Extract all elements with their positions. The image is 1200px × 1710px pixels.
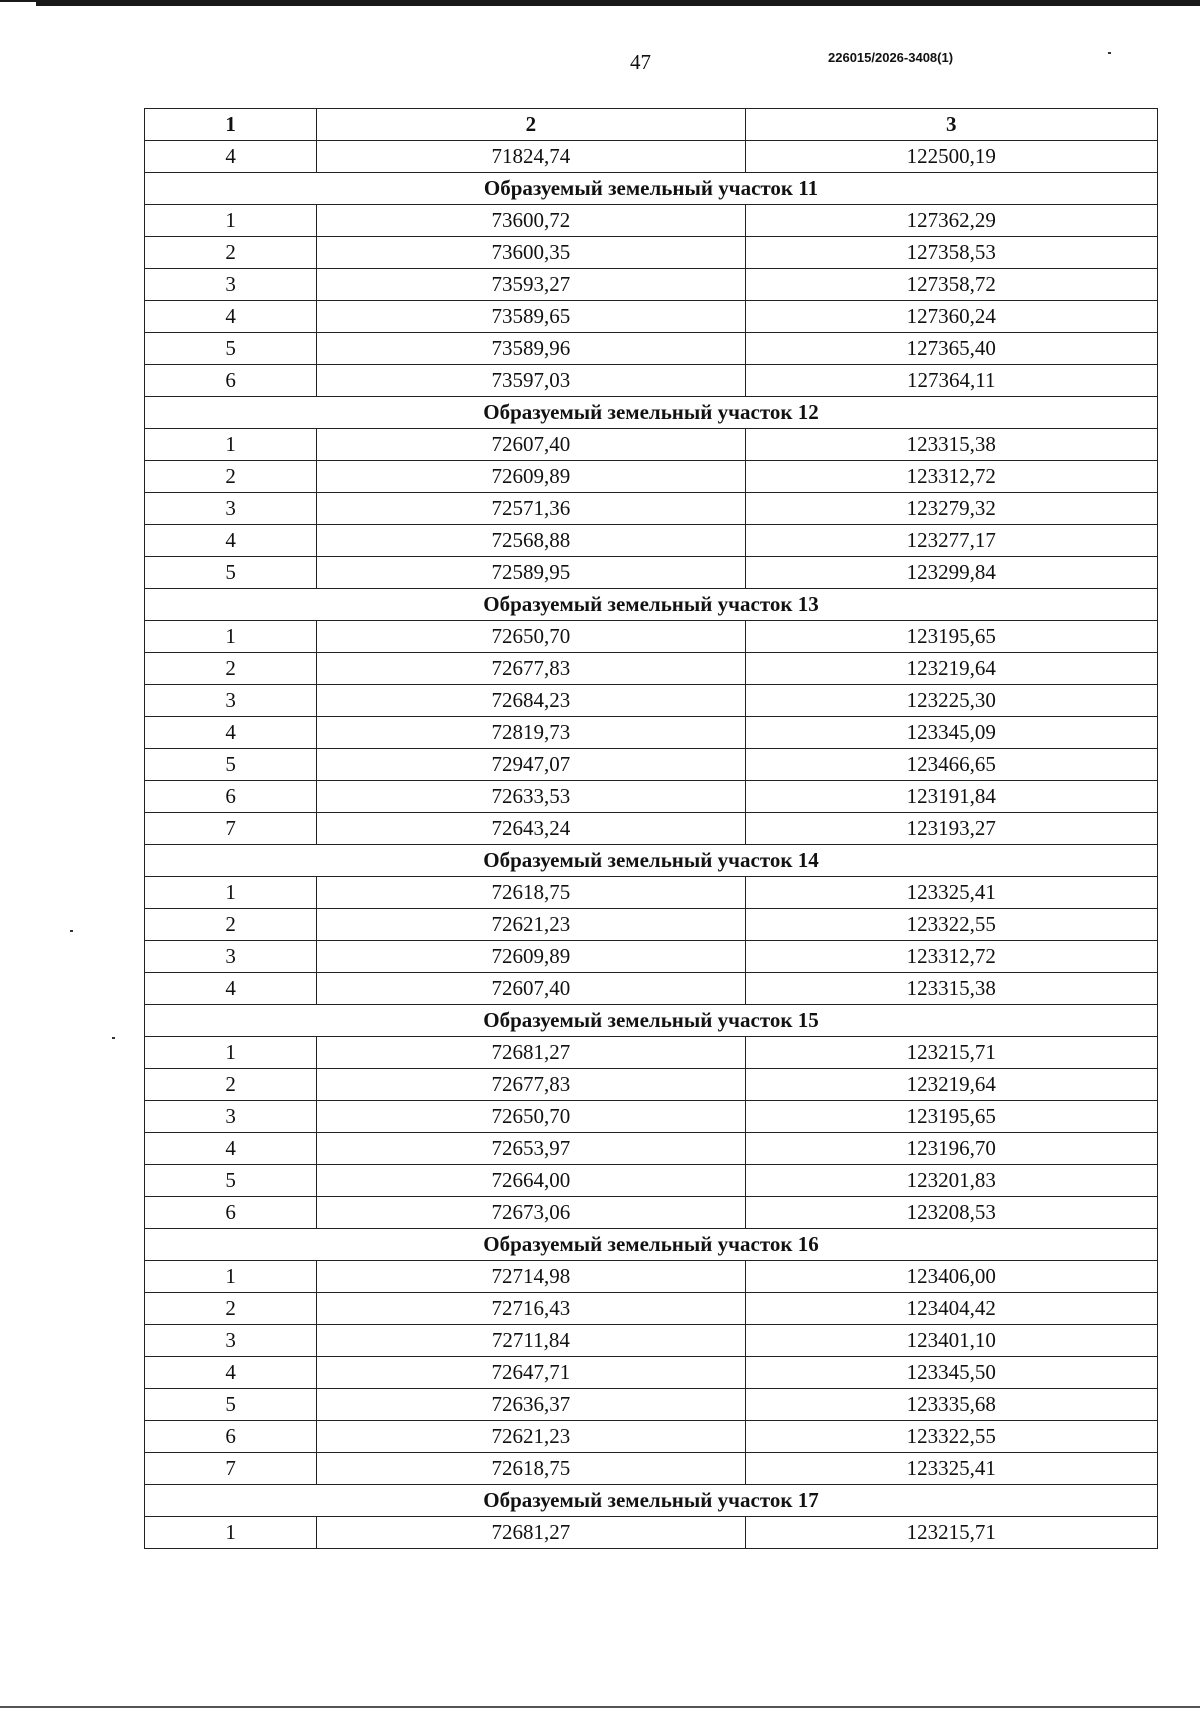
table-row [145,1293,1158,1325]
table-row [145,301,1158,333]
table-row [145,1037,1158,1069]
column-header: 2 [317,109,745,141]
section-title: Образуемый земельный участок 11 [145,173,1158,205]
y-coordinate-cell: 123315,38 [745,429,1157,461]
table-row [145,525,1158,557]
y-coordinate-cell: 123201,83 [745,1165,1157,1197]
y-coordinate-cell: 123196,70 [745,1133,1157,1165]
y-coordinate-cell: 123193,27 [745,813,1157,845]
x-coordinate-cell: 72711,84 [317,1325,745,1357]
section-title-row [145,1485,1158,1517]
point-number-cell: 3 [145,1325,317,1357]
table-row [145,1101,1158,1133]
x-coordinate-cell: 72568,88 [317,525,745,557]
scan-speck [1108,52,1111,54]
point-number-cell: 1 [145,205,317,237]
y-coordinate-cell: 123219,64 [745,1069,1157,1101]
y-coordinate-cell: 123325,41 [745,1453,1157,1485]
point-number-cell: 4 [145,1357,317,1389]
y-coordinate-cell: 123406,00 [745,1261,1157,1293]
point-number-cell: 7 [145,813,317,845]
section-title-row [145,1229,1158,1261]
point-number-cell: 4 [145,141,317,173]
y-coordinate-cell: 123215,71 [745,1037,1157,1069]
x-coordinate-cell: 72647,71 [317,1357,745,1389]
table-row [145,333,1158,365]
x-coordinate-cell: 72681,27 [317,1517,745,1549]
point-number-cell: 1 [145,429,317,461]
x-coordinate-cell: 72609,89 [317,461,745,493]
y-coordinate-cell: 123315,38 [745,973,1157,1005]
x-coordinate-cell: 73597,03 [317,365,745,397]
point-number-cell: 4 [145,301,317,333]
point-number-cell: 1 [145,1037,317,1069]
y-coordinate-cell: 123335,68 [745,1389,1157,1421]
y-coordinate-cell: 127365,40 [745,333,1157,365]
x-coordinate-cell: 72589,95 [317,557,745,589]
table-row [145,141,1158,173]
table-row [145,717,1158,749]
section-title: Образуемый земельный участок 17 [145,1485,1158,1517]
point-number-cell: 5 [145,1389,317,1421]
point-number-cell: 3 [145,941,317,973]
scan-speck [70,930,73,932]
point-number-cell: 4 [145,1133,317,1165]
x-coordinate-cell: 71824,74 [317,141,745,173]
y-coordinate-cell: 123277,17 [745,525,1157,557]
table-row [145,461,1158,493]
y-coordinate-cell: 123299,84 [745,557,1157,589]
scan-top-border [0,0,1200,6]
table-row [145,1069,1158,1101]
table-row [145,557,1158,589]
table-row [145,909,1158,941]
point-number-cell: 5 [145,333,317,365]
scan-speck [112,1037,115,1039]
x-coordinate-cell: 72664,00 [317,1165,745,1197]
point-number-cell: 2 [145,461,317,493]
section-title-row [145,173,1158,205]
section-title: Образуемый земельный участок 15 [145,1005,1158,1037]
section-title: Образуемый земельный участок 13 [145,589,1158,621]
point-number-cell: 1 [145,1517,317,1549]
x-coordinate-cell: 72618,75 [317,877,745,909]
column-header: 3 [745,109,1157,141]
point-number-cell: 1 [145,877,317,909]
y-coordinate-cell: 123345,09 [745,717,1157,749]
x-coordinate-cell: 73600,35 [317,237,745,269]
point-number-cell: 5 [145,557,317,589]
table-row [145,1389,1158,1421]
coordinates-table [144,108,1158,1549]
y-coordinate-cell: 123404,42 [745,1293,1157,1325]
point-number-cell: 1 [145,1261,317,1293]
table-row [145,813,1158,845]
point-number-cell: 2 [145,1293,317,1325]
point-number-cell: 5 [145,749,317,781]
x-coordinate-cell: 72653,97 [317,1133,745,1165]
table-row [145,1261,1158,1293]
x-coordinate-cell: 72684,23 [317,685,745,717]
x-coordinate-cell: 73589,96 [317,333,745,365]
point-number-cell: 3 [145,1101,317,1133]
x-coordinate-cell: 72677,83 [317,1069,745,1101]
header-row [145,109,1158,141]
scan-bottom-border [0,1706,1200,1708]
document-reference: 226015/2026-3408(1) [828,50,954,65]
x-coordinate-cell: 72677,83 [317,653,745,685]
point-number-cell: 6 [145,365,317,397]
table-row [145,781,1158,813]
x-coordinate-cell: 72819,73 [317,717,745,749]
y-coordinate-cell: 123322,55 [745,1421,1157,1453]
point-number-cell: 2 [145,653,317,685]
y-coordinate-cell: 123191,84 [745,781,1157,813]
y-coordinate-cell: 127364,11 [745,365,1157,397]
x-coordinate-cell: 72650,70 [317,621,745,653]
point-number-cell: 3 [145,685,317,717]
table-row [145,1453,1158,1485]
point-number-cell: 3 [145,269,317,301]
point-number-cell: 2 [145,1069,317,1101]
table-row [145,685,1158,717]
x-coordinate-cell: 72673,06 [317,1197,745,1229]
point-number-cell: 3 [145,493,317,525]
table-row [145,1325,1158,1357]
table-row [145,1133,1158,1165]
table-row [145,749,1158,781]
column-header: 1 [145,109,317,141]
point-number-cell: 7 [145,1453,317,1485]
y-coordinate-cell: 123219,64 [745,653,1157,685]
table-row [145,621,1158,653]
x-coordinate-cell: 72633,53 [317,781,745,813]
x-coordinate-cell: 72621,23 [317,1421,745,1453]
x-coordinate-cell: 72618,75 [317,1453,745,1485]
point-number-cell: 6 [145,781,317,813]
x-coordinate-cell: 72650,70 [317,1101,745,1133]
x-coordinate-cell: 72571,36 [317,493,745,525]
y-coordinate-cell: 123312,72 [745,941,1157,973]
table-row [145,1197,1158,1229]
x-coordinate-cell: 72636,37 [317,1389,745,1421]
page-number: 47 [630,50,651,74]
x-coordinate-cell: 72621,23 [317,909,745,941]
point-number-cell: 2 [145,909,317,941]
x-coordinate-cell: 73600,72 [317,205,745,237]
y-coordinate-cell: 123195,65 [745,1101,1157,1133]
table-row [145,205,1158,237]
point-number-cell: 6 [145,1197,317,1229]
y-coordinate-cell: 123195,65 [745,621,1157,653]
point-number-cell: 4 [145,525,317,557]
x-coordinate-cell: 72609,89 [317,941,745,973]
table-row [145,269,1158,301]
point-number-cell: 4 [145,973,317,1005]
y-coordinate-cell: 123279,32 [745,493,1157,525]
table-row [145,941,1158,973]
point-number-cell: 6 [145,1421,317,1453]
x-coordinate-cell: 72607,40 [317,429,745,461]
table-row [145,1421,1158,1453]
table-row [145,1165,1158,1197]
point-number-cell: 5 [145,1165,317,1197]
point-number-cell: 1 [145,621,317,653]
x-coordinate-cell: 72607,40 [317,973,745,1005]
y-coordinate-cell: 123325,41 [745,877,1157,909]
section-title-row [145,845,1158,877]
x-coordinate-cell: 73593,27 [317,269,745,301]
y-coordinate-cell: 127362,29 [745,205,1157,237]
y-coordinate-cell: 127360,24 [745,301,1157,333]
table-row [145,973,1158,1005]
scan-top-border-gap [0,2,36,6]
table-row [145,1517,1158,1549]
table-row [145,365,1158,397]
y-coordinate-cell: 123401,10 [745,1325,1157,1357]
table-row [145,1357,1158,1389]
y-coordinate-cell: 122500,19 [745,141,1157,173]
x-coordinate-cell: 72716,43 [317,1293,745,1325]
point-number-cell: 2 [145,237,317,269]
y-coordinate-cell: 123225,30 [745,685,1157,717]
point-number-cell: 4 [145,717,317,749]
x-coordinate-cell: 72714,98 [317,1261,745,1293]
y-coordinate-cell: 123322,55 [745,909,1157,941]
y-coordinate-cell: 127358,53 [745,237,1157,269]
table-body [145,141,1158,1549]
section-title: Образуемый земельный участок 14 [145,845,1158,877]
x-coordinate-cell: 72643,24 [317,813,745,845]
table-row [145,429,1158,461]
y-coordinate-cell: 123208,53 [745,1197,1157,1229]
table-row [145,237,1158,269]
y-coordinate-cell: 127358,72 [745,269,1157,301]
y-coordinate-cell: 123466,65 [745,749,1157,781]
x-coordinate-cell: 72681,27 [317,1037,745,1069]
table-row [145,877,1158,909]
section-title: Образуемый земельный участок 12 [145,397,1158,429]
table-row [145,493,1158,525]
section-title-row [145,397,1158,429]
y-coordinate-cell: 123312,72 [745,461,1157,493]
section-title-row [145,589,1158,621]
section-title-row [145,1005,1158,1037]
y-coordinate-cell: 123215,71 [745,1517,1157,1549]
x-coordinate-cell: 73589,65 [317,301,745,333]
y-coordinate-cell: 123345,50 [745,1357,1157,1389]
x-coordinate-cell: 72947,07 [317,749,745,781]
table-row [145,653,1158,685]
section-title: Образуемый земельный участок 16 [145,1229,1158,1261]
